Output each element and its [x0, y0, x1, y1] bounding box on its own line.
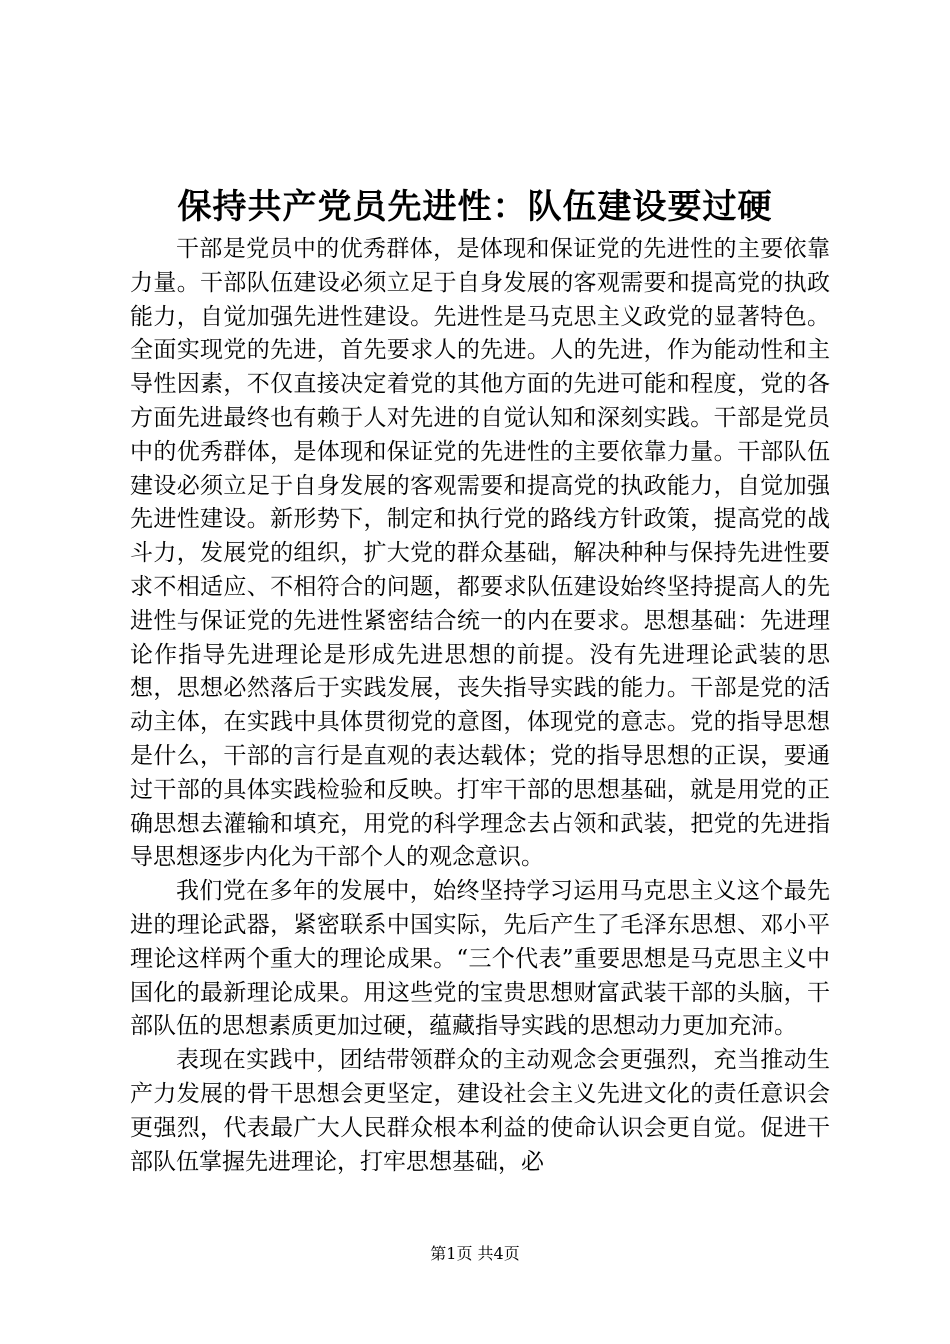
paragraph: 我们党在多年的发展中，始终坚持学习运用马克思主义这个最先进的理论武器，紧密联系中国实际，先后产生了毛泽东思想、邓小平理论这样两个重大的理论成果。“三个代表”重要思想是马克思主义中国化的最新理论成果。用这些党的宝贵思想财富武装干部的头脑，干部队伍的思想素质更加过硬，蕴藏指导实践的思想动力更加充沛。 [130, 878, 830, 1040]
paragraph: 表现在实践中，团结带领群众的主动观念会更强烈，充当推动生产力发展的骨干思想会更坚定，建设社会主义先进文化的责任意识会更强烈，代表最广大人民群众根本利益的使命认识会更自觉。促进干部队伍掌握先进理论，打牢思想基础，必 [130, 1047, 830, 1175]
document-title: 保持共产党员先进性：队伍建设要过硬 [177, 187, 773, 227]
paragraph: 干部是党员中的优秀群体，是体现和保证党的先进性的主要依靠力量。干部队伍建设必须立足于自身发展的客观需要和提高党的执政能力，自觉加强先进性建设。先进性是马克思主义政党的显著特色。全面实现党的先进，首先要求人的先进。人的先进，作为能动性和主导性因素，不仅直接决定着党的其他方面的先进可能和程度，党的各方面先进最终也有赖于人对先进的自觉认知和深刻实践。干部是党员中的优秀群体，是体现和保证党的先进性的主要依靠力量。干部队伍建设必须立足于自身发展的客观需要和提高党的执政能力，自觉加强先进性建设。新形势下，制定和执行党的路线方针政策，提高党的战斗力，发展党的组织，扩大党的群众基础，解决种种与保持先进性要求不相适应、不相符合的问题，都要求队伍建设始终坚持提高人的先进性与保证党的先进性紧密结合统一的内在要求。思想基础：先进理论作指导先进理论是形成先进思想的前提。没有先进理论武装的思想，思想必然落后于实践发展，丧失指导实践的能力。干部是党的活动主体，在实践中具体贯彻党的意图，体现党的意志。党的指导思想是什么，干部的言行是直观的表达载体；党的指导思想的正误，要通过干部的具体实践检验和反映。打牢干部的思想基础，就是用党的正确思想去灌输和填充，用党的科学理念去占领和武装，把党的先进指导思想逐步内化为干部个人的观念意识。 [130, 236, 830, 871]
document-body [130, 233, 830, 1179]
page-footer: 第1页 共4页 [430, 1244, 520, 1263]
